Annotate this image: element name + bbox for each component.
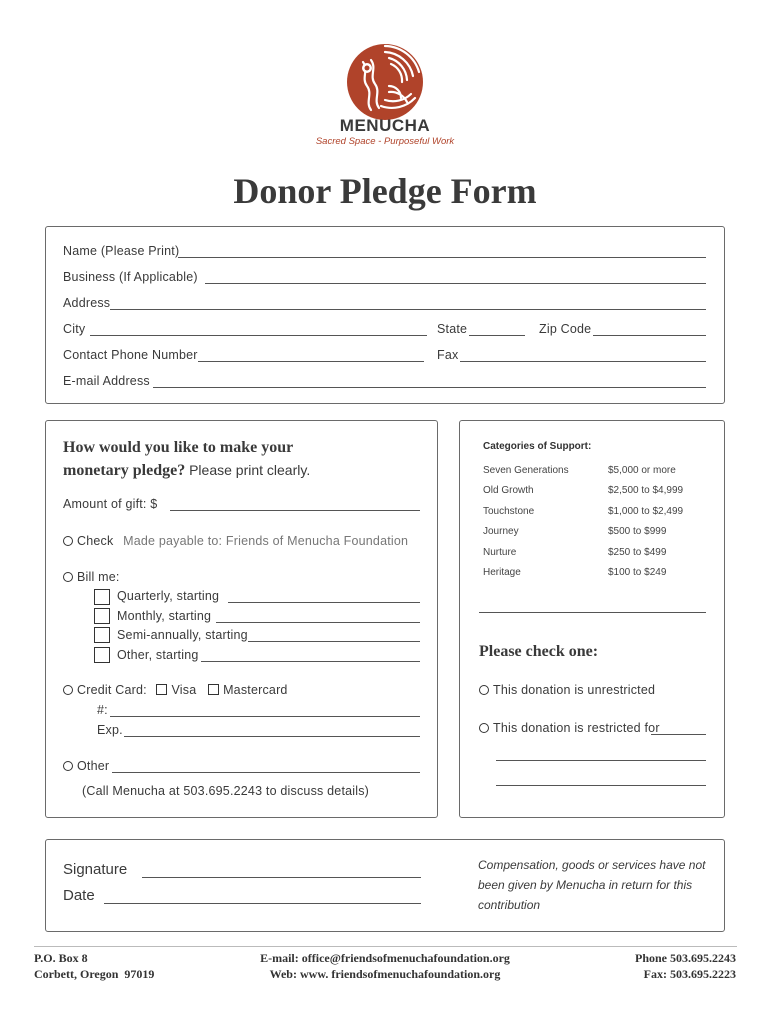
menucha-logo — [345, 42, 425, 122]
email-field[interactable] — [153, 387, 706, 388]
restricted-field-3[interactable] — [496, 785, 706, 786]
category-range: $2,500 to $4,999 — [608, 485, 684, 496]
signature-field[interactable] — [142, 877, 421, 878]
bill-me-radio-icon[interactable] — [63, 572, 73, 582]
restricted-option[interactable] — [479, 721, 660, 735]
category-name: Heritage — [483, 567, 521, 578]
compensation-note — [478, 855, 705, 915]
compensation-note-line3: contribution — [478, 898, 541, 912]
monthly-checkbox[interactable] — [94, 608, 110, 624]
page-title: Donor Pledge Form — [233, 171, 537, 211]
compensation-note-line2: been given by Menucha in return for this — [478, 878, 693, 892]
monthly-label: Monthly, starting — [117, 609, 212, 623]
other-starting-field[interactable] — [201, 661, 420, 662]
check-note: Made payable to: Friends of Menucha Foundation — [123, 534, 409, 548]
footer-address — [34, 950, 154, 982]
card-number-field[interactable] — [110, 716, 420, 717]
semi-annually-field[interactable] — [248, 641, 420, 642]
quarterly-label: Quarterly, starting — [117, 589, 220, 603]
category-field[interactable] — [479, 612, 706, 613]
fax-field[interactable] — [460, 361, 706, 362]
quarterly-checkbox[interactable] — [94, 589, 110, 605]
fax-label: Fax — [437, 348, 459, 362]
footer-fax: 503.695.2223 — [670, 967, 736, 981]
semi-annually-checkbox[interactable] — [94, 627, 110, 643]
credit-card-label: Credit Card: — [77, 683, 147, 697]
footer-web-line — [200, 966, 570, 982]
unrestricted-option[interactable] — [479, 683, 655, 697]
menucha-logo-emblem-icon — [345, 42, 425, 122]
footer-fax-line — [560, 966, 736, 982]
footer-phone-prefix: Phone — [634, 951, 667, 965]
footer-phone-fax — [560, 950, 736, 982]
footer-email-line — [200, 950, 570, 966]
footer-fax-prefix: Fax: — [643, 967, 667, 981]
logo-tagline: Sacred Space - Purposeful Work — [315, 136, 455, 147]
bill-me-option[interactable] — [63, 570, 120, 584]
date-field[interactable] — [104, 903, 421, 904]
business-label: Business (If Applicable) — [63, 270, 198, 284]
category-name: Old Growth — [483, 485, 534, 496]
footer-phone: 503.695.2243 — [670, 951, 736, 965]
state-label: State — [437, 322, 468, 336]
visa-label: Visa — [171, 683, 197, 697]
date-label: Date — [63, 887, 95, 904]
quarterly-field[interactable] — [228, 602, 420, 603]
monthly-field[interactable] — [216, 622, 420, 623]
category-range: $100 to $249 — [608, 567, 667, 578]
footer-email-link[interactable]: office@friendsofmenuchafoundation.org — [301, 951, 510, 965]
footer-web-prefix: Web: — [269, 967, 297, 981]
address-field[interactable] — [110, 309, 706, 310]
other-label: Other — [77, 759, 110, 773]
category-name: Touchstone — [483, 506, 535, 517]
footer-email-prefix: E-mail: — [260, 951, 299, 965]
category-range: $500 to $999 — [608, 526, 667, 537]
other-option[interactable] — [63, 759, 109, 773]
name-field[interactable] — [178, 257, 706, 258]
credit-card-radio-icon[interactable] — [63, 685, 73, 695]
check-label: Check — [77, 534, 114, 548]
footer-po-box: P.O. Box 8 — [34, 951, 88, 965]
unrestricted-radio-icon[interactable] — [479, 685, 489, 695]
exp-field[interactable] — [124, 736, 420, 737]
restricted-field-1[interactable] — [651, 734, 706, 735]
category-range: $1,000 to $2,499 — [608, 506, 684, 517]
restricted-label: This donation is restricted for — [493, 721, 660, 735]
amount-label: Amount of gift: $ — [63, 497, 158, 511]
footer-online — [200, 950, 570, 982]
visa-checkbox[interactable] — [156, 684, 167, 695]
unrestricted-label: This donation is unrestricted — [493, 683, 656, 697]
phone-label: Contact Phone Number — [63, 348, 198, 362]
restricted-field-2[interactable] — [496, 760, 706, 761]
logo-name: MENUCHA — [339, 116, 431, 135]
compensation-note-line1: Compensation, goods or services have not — [478, 858, 706, 872]
email-label: E-mail Address — [63, 374, 150, 388]
address-label: Address — [63, 296, 111, 310]
zip-label: Zip Code — [539, 322, 592, 336]
category-name: Seven Generations — [483, 465, 569, 476]
pledge-heading-line1: How would you like to make your — [63, 439, 294, 456]
pledge-heading-bold: monetary pledge? — [63, 462, 186, 479]
footer-web-link[interactable]: www. friendsofmenuchafoundation.org — [299, 967, 501, 981]
footer-divider — [34, 946, 737, 947]
restricted-radio-icon[interactable] — [479, 723, 489, 733]
pledge-heading-line2 — [63, 459, 310, 482]
other-starting-label: Other, starting — [117, 648, 199, 662]
other-starting-checkbox[interactable] — [94, 647, 110, 663]
categories-title: Categories of Support: — [483, 441, 592, 452]
category-name: Nurture — [483, 547, 517, 558]
check-radio-icon[interactable] — [63, 536, 73, 546]
footer-city: Corbett, Oregon 97019 — [34, 967, 155, 981]
city-label: City — [63, 322, 86, 336]
signature-label: Signature — [63, 861, 128, 878]
footer-phone-line — [560, 950, 736, 966]
card-number-label: #: — [97, 703, 108, 717]
semi-annually-label: Semi-annually, starting — [117, 628, 248, 642]
other-radio-icon[interactable] — [63, 761, 73, 771]
category-range: $5,000 or more — [608, 465, 676, 476]
city-field[interactable] — [90, 335, 427, 336]
mastercard-checkbox[interactable] — [208, 684, 219, 695]
mastercard-label: Mastercard — [223, 683, 288, 697]
amount-field[interactable] — [170, 510, 420, 511]
bill-me-label: Bill me: — [77, 570, 120, 584]
categories-box — [459, 420, 725, 818]
pledge-heading-note: Please print clearly. — [185, 462, 311, 478]
credit-card-option[interactable] — [63, 683, 288, 697]
other-field[interactable] — [112, 772, 420, 773]
pledge-heading — [63, 437, 310, 482]
name-label: Name (Please Print) — [63, 244, 180, 258]
zip-field[interactable] — [593, 335, 706, 336]
check-option[interactable] — [63, 534, 408, 548]
phone-field[interactable] — [198, 361, 424, 362]
exp-label: Exp. — [97, 723, 123, 737]
call-note: (Call Menucha at 503.695.2243 to discuss details) — [82, 784, 370, 798]
business-field[interactable] — [205, 283, 706, 284]
category-range: $250 to $499 — [608, 547, 667, 558]
state-field[interactable] — [469, 335, 525, 336]
check-one-heading: Please check one: — [479, 643, 599, 660]
category-name: Journey — [483, 526, 519, 537]
